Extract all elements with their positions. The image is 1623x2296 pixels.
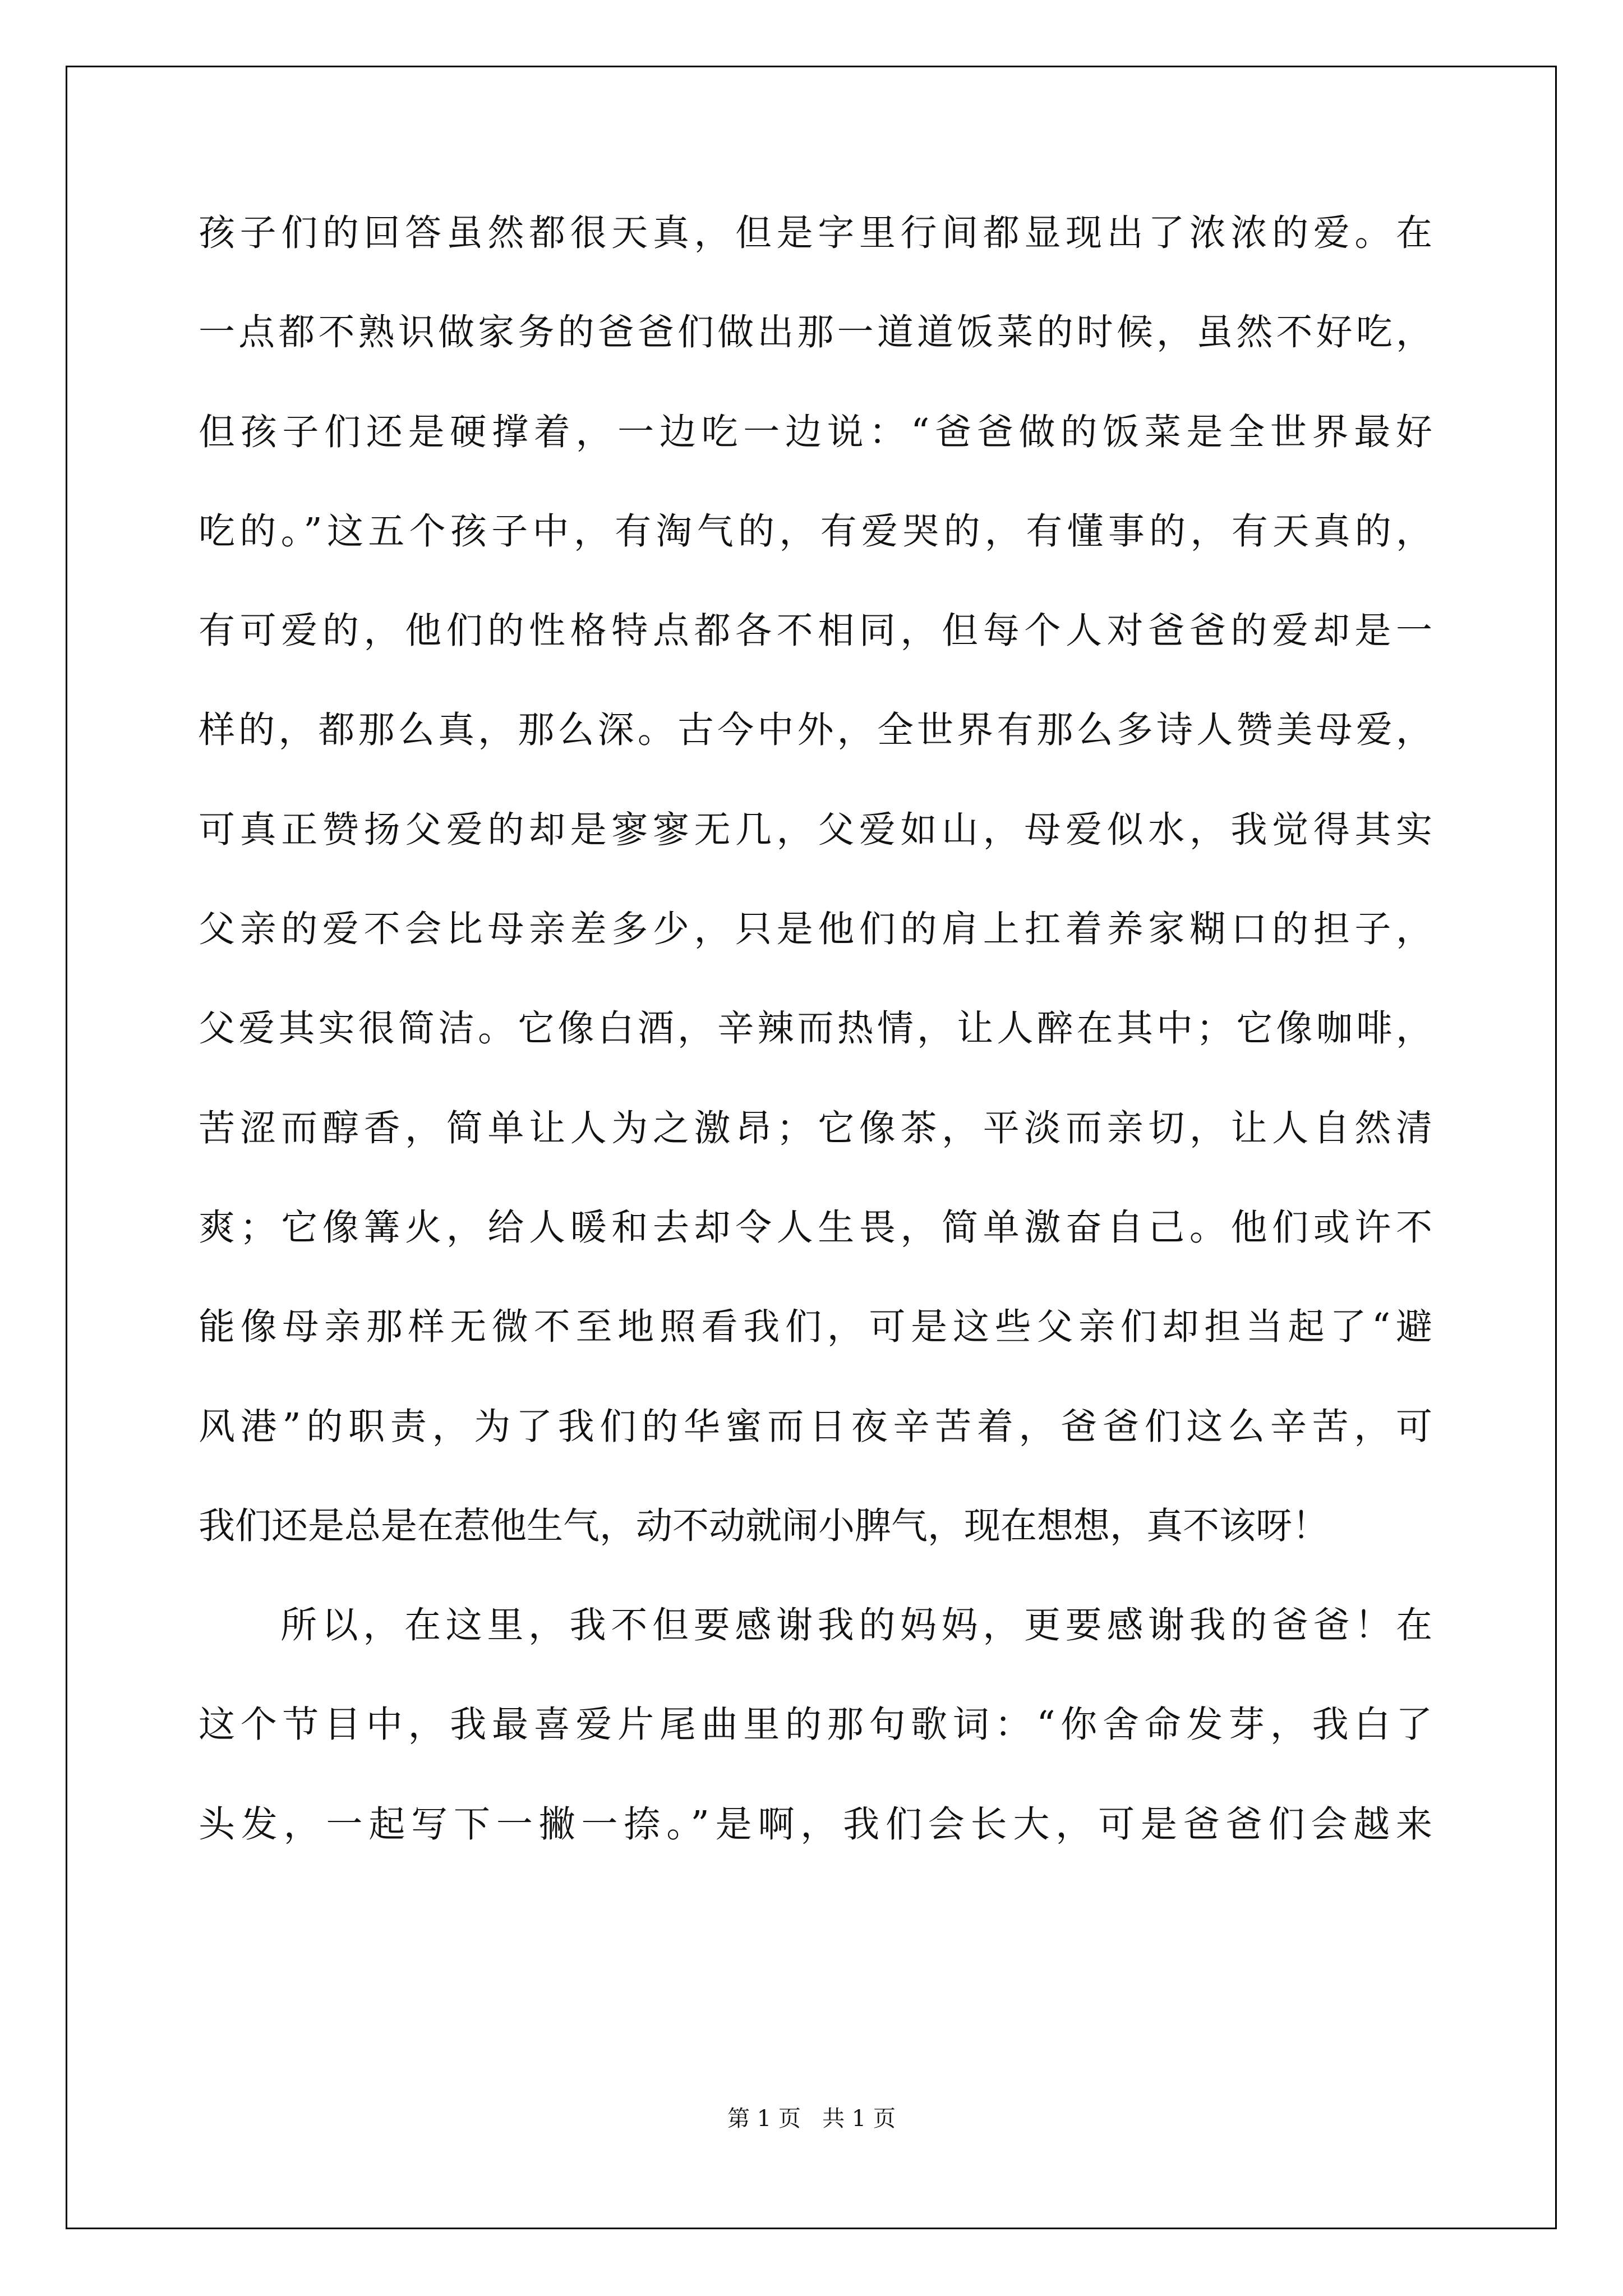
text-line-17: 头发，一起写下一撇一捺。”是啊，我们会长大，可是爸爸们会越来 xyxy=(199,1803,1432,1846)
document-body xyxy=(199,213,1432,1904)
page-footer: 第 1 页 共 1 页 xyxy=(727,2106,896,2132)
text-line-12: 能像母亲那样无微不至地照看我们，可是这些父亲们却担当起了“避 xyxy=(199,1306,1432,1349)
text-line-2: 一点都不熟识做家务的爸爸们做出那一道道饭菜的时候，虽然不好吃， xyxy=(199,311,1432,354)
text-line-10: 苦涩而醇香，简单让人为之激昂；它像茶，平淡而亲切，让人自然清 xyxy=(199,1107,1432,1149)
text-line-6: 样的，都那么真，那么深。古今中外，全世界有那么多诗人赞美母爱， xyxy=(199,709,1432,752)
text-line-9: 父爱其实很简洁。它像白酒，辛辣而热情，让人醉在其中；它像咖啡， xyxy=(199,1007,1432,1050)
text-line-3: 但孩子们还是硬撑着，一边吃一边说：“爸爸做的饭菜是全世界最好 xyxy=(199,411,1432,453)
text-line-16: 这个节目中，我最喜爱片尾曲里的那句歌词：“你舍命发芽，我白了 xyxy=(199,1704,1432,1746)
text-line-11: 爽；它像篝火，给人暖和去却令人生畏，简单激奋自己。他们或许不 xyxy=(199,1206,1432,1249)
text-line-5: 有可爱的，他们的性格特点都各不相同，但每个人对爸爸的爱却是一 xyxy=(199,610,1432,652)
text-line-4: 吃的。”这五个孩子中，有淘气的，有爱哭的，有懂事的，有天真的， xyxy=(199,510,1432,553)
text-line-13: 风港”的职责，为了我们的华蜜而日夜辛苦着，爸爸们这么辛苦，可 xyxy=(199,1405,1432,1448)
text-line-7: 可真正赞扬父爱的却是寥寥无几，父爱如山，母爱似水，我觉得其实 xyxy=(199,808,1432,851)
text-line-15: 所以，在这里，我不但要感谢我的妈妈，更要感谢我的爸爸！在 xyxy=(280,1604,1432,1647)
text-line-8: 父亲的爱不会比母亲差多少，只是他们的肩上扛着养家糊口的担子， xyxy=(199,908,1432,951)
text-line-1: 孩子们的回答虽然都很天真，但是字里行间都显现出了浓浓的爱。在 xyxy=(199,212,1432,254)
text-line-14: 我们还是总是在惹他生气，动不动就闹小脾气，现在想想，真不该呀！ xyxy=(199,1504,1329,1547)
